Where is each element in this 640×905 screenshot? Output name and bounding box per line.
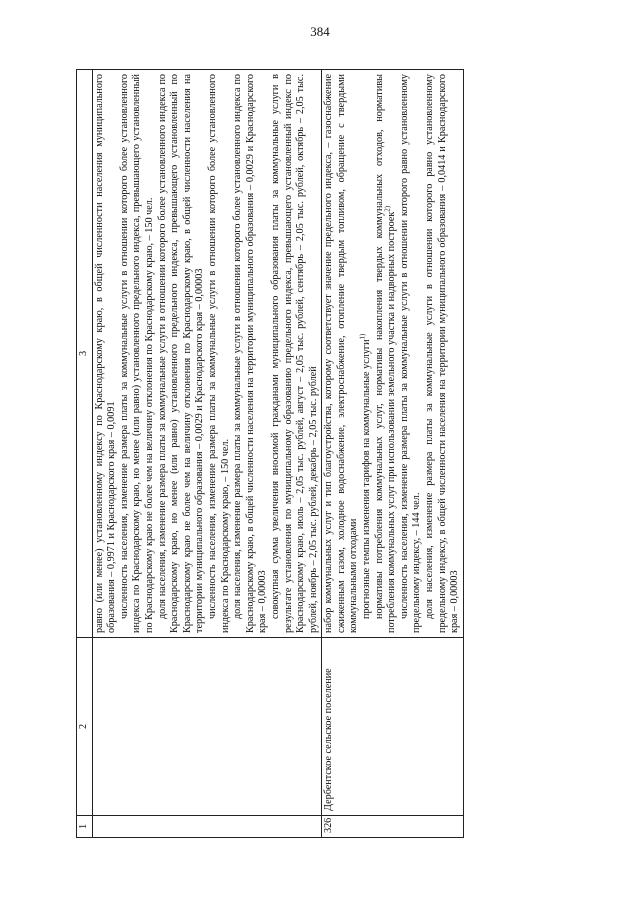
table-wrapper [76, 70, 640, 833]
table-row-326 [322, 70, 464, 838]
paragraph: совокупная сумма увеличения вносимой гражданами муниципального образования платы за коммунальные услуги в результате установления по муниципальному образованию предельного индекса, превышающего установленный индекс по Краснодарскому краю, июль – 2,05 тыс. рублей, август – 2,05 тыс. рублей, сентябрь – 2,05 тыс. рублей, октябрь – 2,05 тыс. рублей, ноябрь – 2,05 тыс. рублей, декабрь – 2,05 тыс. рублей [269, 74, 319, 633]
rotated-table-container [76, 70, 578, 838]
paragraph-with-footnote [374, 74, 399, 633]
footnote-mark: 2) [383, 205, 392, 212]
header-col-2: 2 [77, 638, 93, 816]
municipality-name: Дербентское сельское поселение [322, 638, 464, 816]
paragraph: доля населения, изменение размера платы за коммунальные услуги в отношении которого более установленного индекса по Краснодарскому краю, но менее (или равно) установленного предельного индекса, превышающего установленный по Краснодарскому краю не более чем на величину отклонения по Краснодарскому краю, в общей численности населения на территории муниципального образования – 0,0029 и Краснодарского края – 0,00003 [156, 74, 206, 633]
header-col-1: 1 [77, 816, 93, 838]
paragraph: доля населения, изменение размера платы за коммунальные услуги в отношении которого равно установленному предельному индексу, в общей численности населения на территории муниципального образования – 0,0414 и Краснодарского края – 0,00003 [424, 74, 461, 633]
paragraph: численность населения, изменение размера платы за коммунальные услуги в отношении которого равно установленному предельному индексу, – 144 чел. [398, 74, 423, 633]
paragraph: равно (или менее) установленному индексу по Краснодарскому краю, в общей численности населения муниципального образования – 0,9971 и Краснодарского края – 0,0091 [93, 74, 118, 633]
table-row-continuation [92, 70, 322, 838]
cell-row-text [322, 70, 464, 638]
indices-table [76, 69, 464, 838]
paragraph-text: прогнозные темпы изменения тарифов на коммунальные услуги [361, 339, 373, 619]
cell-continuation-text [92, 70, 322, 638]
row-number: 326 [322, 816, 464, 838]
header-col-3: 3 [77, 70, 93, 638]
paragraph: набор коммунальных услуг и тип благоустройства, которому соответствует значение предельного индекса, – газоснабжение сжиженным газом, холодное водоснабжение, электроснабжение, отопление твердым топливом, обращение с твердыми коммунальными отходами [323, 74, 360, 633]
page-number: 384 [310, 24, 330, 39]
paragraph-with-footnote [358, 74, 374, 633]
table-header-row [77, 70, 93, 838]
cell-empty-2 [92, 638, 322, 816]
footnote-mark: 1) [358, 333, 367, 340]
paragraph: доля населения, изменение размера платы за коммунальные услуги в отношении которого более установленного индекса по Краснодарскому краю, в общей численности населения на территории муниципального образования – 0,0029 и Краснодарского края – 0,00003 [232, 74, 269, 633]
paragraph: численность населения, изменение размера платы за коммунальные услуги в отношении которого более установленного индекса по Краснодарскому краю, но менее (или равно) установленного предельного индекса, превышающего установленный по Краснодарскому краю не более чем на величину отклонения по Краснодарскому краю, – 150 чел. [118, 74, 155, 633]
paragraph-text: нормативы потребления коммунальных услуг, нормативы накопления твердых коммунальных отходов, нормативы потребления коммунальных услуг при использовании земельного участка и надворных построек [373, 74, 398, 633]
cell-empty-1 [92, 816, 322, 838]
paragraph: численность населения, изменение размера платы за коммунальные услуги в отношении которого более установленного индекса по Краснодарскому краю, – 150 чел. [206, 74, 231, 633]
